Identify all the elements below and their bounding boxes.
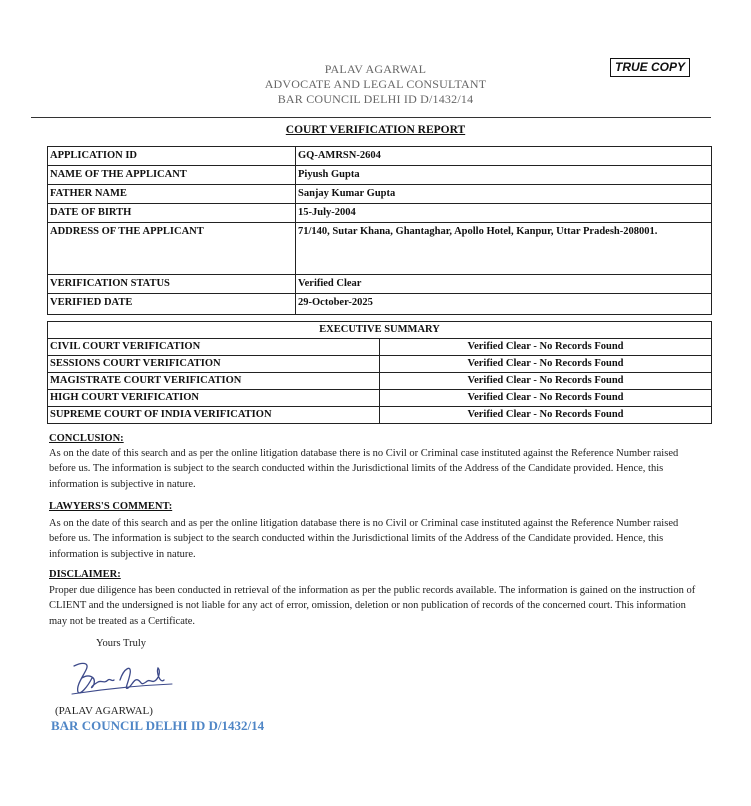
detail-row-application-id (48, 147, 712, 166)
disclaimer-text: Proper due diligence has been conducted in retrieval of the information as per the public records available. The information is gained on the instruction of CLIENT and the undersigned is not liable for any act of error, omission, deletion or non publication of records of the concerned court. This information may not be treated as a Certificate. (49, 585, 696, 627)
advocate-bar-id: BAR COUNCIL DELHI ID D/1432/14 (277, 92, 474, 106)
applicant-details-table (47, 146, 712, 315)
summary-row-high-court (48, 390, 712, 407)
summary-value: Verified Clear - No Records Found (380, 339, 712, 356)
true-copy-stamp: TRUE COPY (610, 58, 690, 77)
conclusion-text: As on the date of this search and as per the online litigation database there is no Civil or Criminal case instituted against the Reference Number raised before us. The information is subject to the search conducted within the Jurisdictional limits of the Address of the Candidate provided. Hence, this information is subjective in nature. (49, 448, 679, 490)
detail-label: NAME OF THE APPLICANT (48, 166, 296, 185)
detail-label: FATHER NAME (48, 185, 296, 204)
detail-value: Verified Clear (296, 275, 712, 294)
summary-row-civil (48, 339, 712, 356)
summary-value: Verified Clear - No Records Found (380, 373, 712, 390)
detail-value: 29-October-2025 (296, 294, 712, 315)
signatory-bar-id: BAR COUNCIL DELHI ID D/1432/14 (51, 718, 265, 733)
advocate-designation: ADVOCATE AND LEGAL CONSULTANT (264, 77, 487, 91)
detail-label: ADDRESS OF THE APPLICANT (48, 223, 296, 275)
summary-row-magistrate (48, 373, 712, 390)
report-title: COURT VERIFICATION REPORT (285, 124, 466, 136)
detail-row-address (48, 223, 712, 275)
detail-row-verified-date (48, 294, 712, 315)
detail-row-father-name (48, 185, 712, 204)
detail-label: APPLICATION ID (48, 147, 296, 166)
summary-label: SUPREME COURT OF INDIA VERIFICATION (48, 407, 380, 424)
summary-value: Verified Clear - No Records Found (380, 407, 712, 424)
summary-label: MAGISTRATE COURT VERIFICATION (48, 373, 380, 390)
disclaimer-heading: DISCLAIMER: (49, 569, 121, 580)
executive-summary-title: EXECUTIVE SUMMARY (48, 322, 712, 339)
executive-summary-header-row (48, 322, 712, 339)
lawyers-comment-text: As on the date of this search and as per the online litigation database there is no Civil or Criminal case instituted against the Reference Number raised before us. The information is subject to the search conducted within the Jurisdictional limits of the Address of the Candidate provided. Hence, this information is subjective in nature. (49, 518, 679, 560)
detail-row-verification-status (48, 275, 712, 294)
header-divider (31, 117, 711, 118)
detail-label: DATE OF BIRTH (48, 204, 296, 223)
detail-value: Piyush Gupta (296, 166, 712, 185)
detail-value: GQ-AMRSN-2604 (296, 147, 712, 166)
conclusion-heading: CONCLUSION: (49, 433, 124, 444)
executive-summary-table (47, 321, 712, 424)
detail-row-date-of-birth (48, 204, 712, 223)
detail-label: VERIFIED DATE (48, 294, 296, 315)
detail-label: VERIFICATION STATUS (48, 275, 296, 294)
summary-label: HIGH COURT VERIFICATION (48, 390, 380, 407)
detail-value: 71/140, Sutar Khana, Ghantaghar, Apollo Hotel, Kanpur, Uttar Pradesh-208001. (296, 223, 712, 275)
signatory-name: (PALAV AGARWAL) (55, 705, 153, 717)
summary-row-supreme-court (48, 407, 712, 424)
lawyers-comment-heading: LAWYERS'S COMMENT: (49, 501, 173, 512)
summary-value: Verified Clear - No Records Found (380, 390, 712, 407)
detail-row-applicant-name (48, 166, 712, 185)
advocate-name: PALAV AGARWAL (324, 62, 427, 76)
detail-value: 15-July-2004 (296, 204, 712, 223)
summary-row-sessions (48, 356, 712, 373)
summary-value: Verified Clear - No Records Found (380, 356, 712, 373)
detail-value: Sanjay Kumar Gupta (296, 185, 712, 204)
summary-label: CIVIL COURT VERIFICATION (48, 339, 380, 356)
handwritten-signature (68, 656, 178, 702)
summary-label: SESSIONS COURT VERIFICATION (48, 356, 380, 373)
closing-salutation: Yours Truly (96, 638, 147, 649)
